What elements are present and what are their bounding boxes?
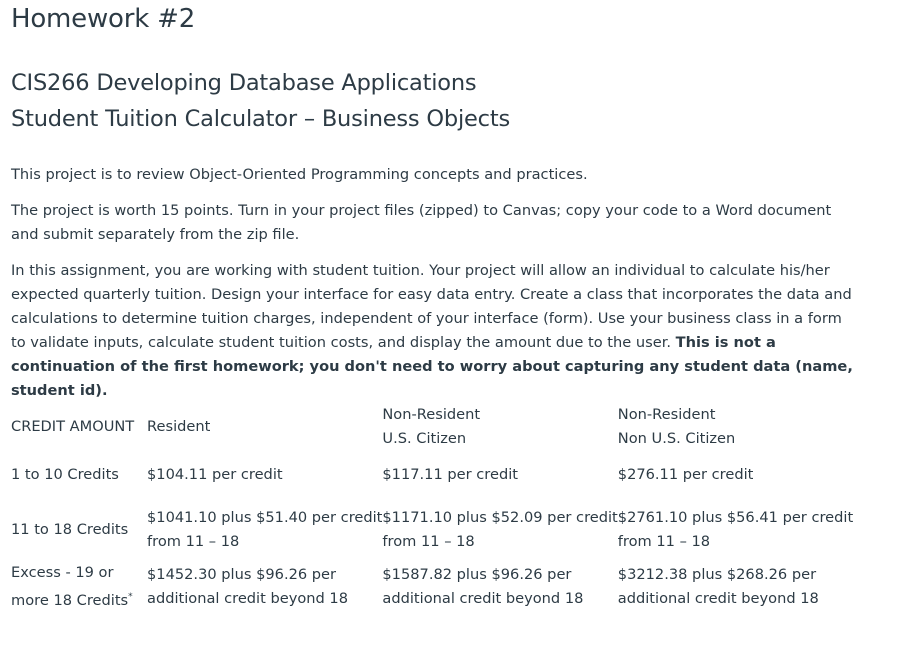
rate-line: $2761.10 plus $56.41 per credit (617, 509, 854, 526)
rate-line: $1171.10 plus $52.09 per credit (382, 509, 618, 526)
rate-line: $3212.38 plus $268.26 per (617, 565, 817, 583)
nonresident-nonus-rate-cell (618, 561, 858, 613)
assignment-text: In this assignment, you are working with student tuition. Your project will allow an individual to calculate his/her expected quarterly tuition. Design your interface for easy data entry. Create a class that incorporates the data and calculations to determine tuition charges, independent of your interface (form). Use your business class in a form to validate inputs, calculate student tuition costs, and display the amount due to the user. (11, 262, 852, 351)
table-header-row (11, 403, 858, 451)
credits-text: more 18 Credits (11, 591, 129, 609)
nonresident-nonus-rate-cell: $276.11 per credit (617, 466, 754, 483)
header-nonresident-us-line1: Non-Resident (382, 406, 481, 423)
tuition-table (11, 403, 858, 613)
rate-line: $1587.82 plus $96.26 per (382, 565, 572, 583)
rate-line: $1452.30 plus $96.26 per (147, 565, 337, 583)
rate-line: $1041.10 plus $51.40 per credit (147, 509, 383, 526)
resident-rate-cell: $104.11 per credit (147, 466, 283, 483)
table-row (11, 451, 858, 499)
intro-paragraph: This project is to review Object-Oriented Programming concepts and practices. (11, 166, 588, 183)
header-nonresident-us-line2: U.S. Citizen (382, 430, 467, 447)
resident-rate-cell (147, 499, 382, 561)
credits-cell: 11 to 18 Credits (11, 521, 129, 538)
header-nonresident-nonus-line1: Non-Resident (617, 406, 716, 423)
header-nonresident-nonus-line2: Non U.S. Citizen (617, 430, 736, 447)
nonresident-us-rate-cell (382, 499, 617, 561)
page-title: Homework #2 (11, 4, 196, 34)
header-nonresident-nonus (618, 403, 858, 451)
worth-paragraph: The project is worth 15 points. Turn in your project files (zipped) to Canvas; copy your code to a Word document and submit separately from the zip file. (11, 202, 832, 243)
assignment-title: Student Tuition Calculator – Business Objects (11, 106, 510, 132)
rate-line: additional credit beyond 18 (617, 589, 819, 607)
nonresident-us-rate-cell (382, 561, 617, 613)
rate-line: from 11 – 18 (382, 533, 475, 550)
nonresident-nonus-rate-cell (618, 499, 858, 561)
rate-line: from 11 – 18 (147, 533, 240, 550)
rate-line: from 11 – 18 (617, 533, 711, 550)
credits-line (11, 585, 147, 613)
rate-line: additional credit beyond 18 (382, 589, 584, 607)
credits-cell (11, 561, 147, 613)
header-nonresident-us (382, 403, 617, 451)
assignment-bold-note: This is not a continuation of the first homework; you don't need to worry about capturing any student data (name, student id). (11, 334, 853, 399)
header-credit-amount: CREDIT AMOUNT (11, 418, 135, 435)
assignment-paragraph (11, 259, 856, 403)
resident-rate-cell (147, 561, 382, 613)
course-title: CIS266 Developing Database Applications (11, 70, 477, 96)
footnote-mark: * (128, 592, 133, 602)
credits-cell: 1 to 10 Credits (11, 466, 119, 483)
nonresident-us-rate-cell: $117.11 per credit (382, 466, 518, 483)
table-row (11, 499, 858, 561)
rate-line: additional credit beyond 18 (147, 589, 349, 607)
table-row (11, 561, 858, 613)
credits-line: Excess - 19 or (11, 564, 114, 581)
header-resident: Resident (147, 418, 211, 435)
